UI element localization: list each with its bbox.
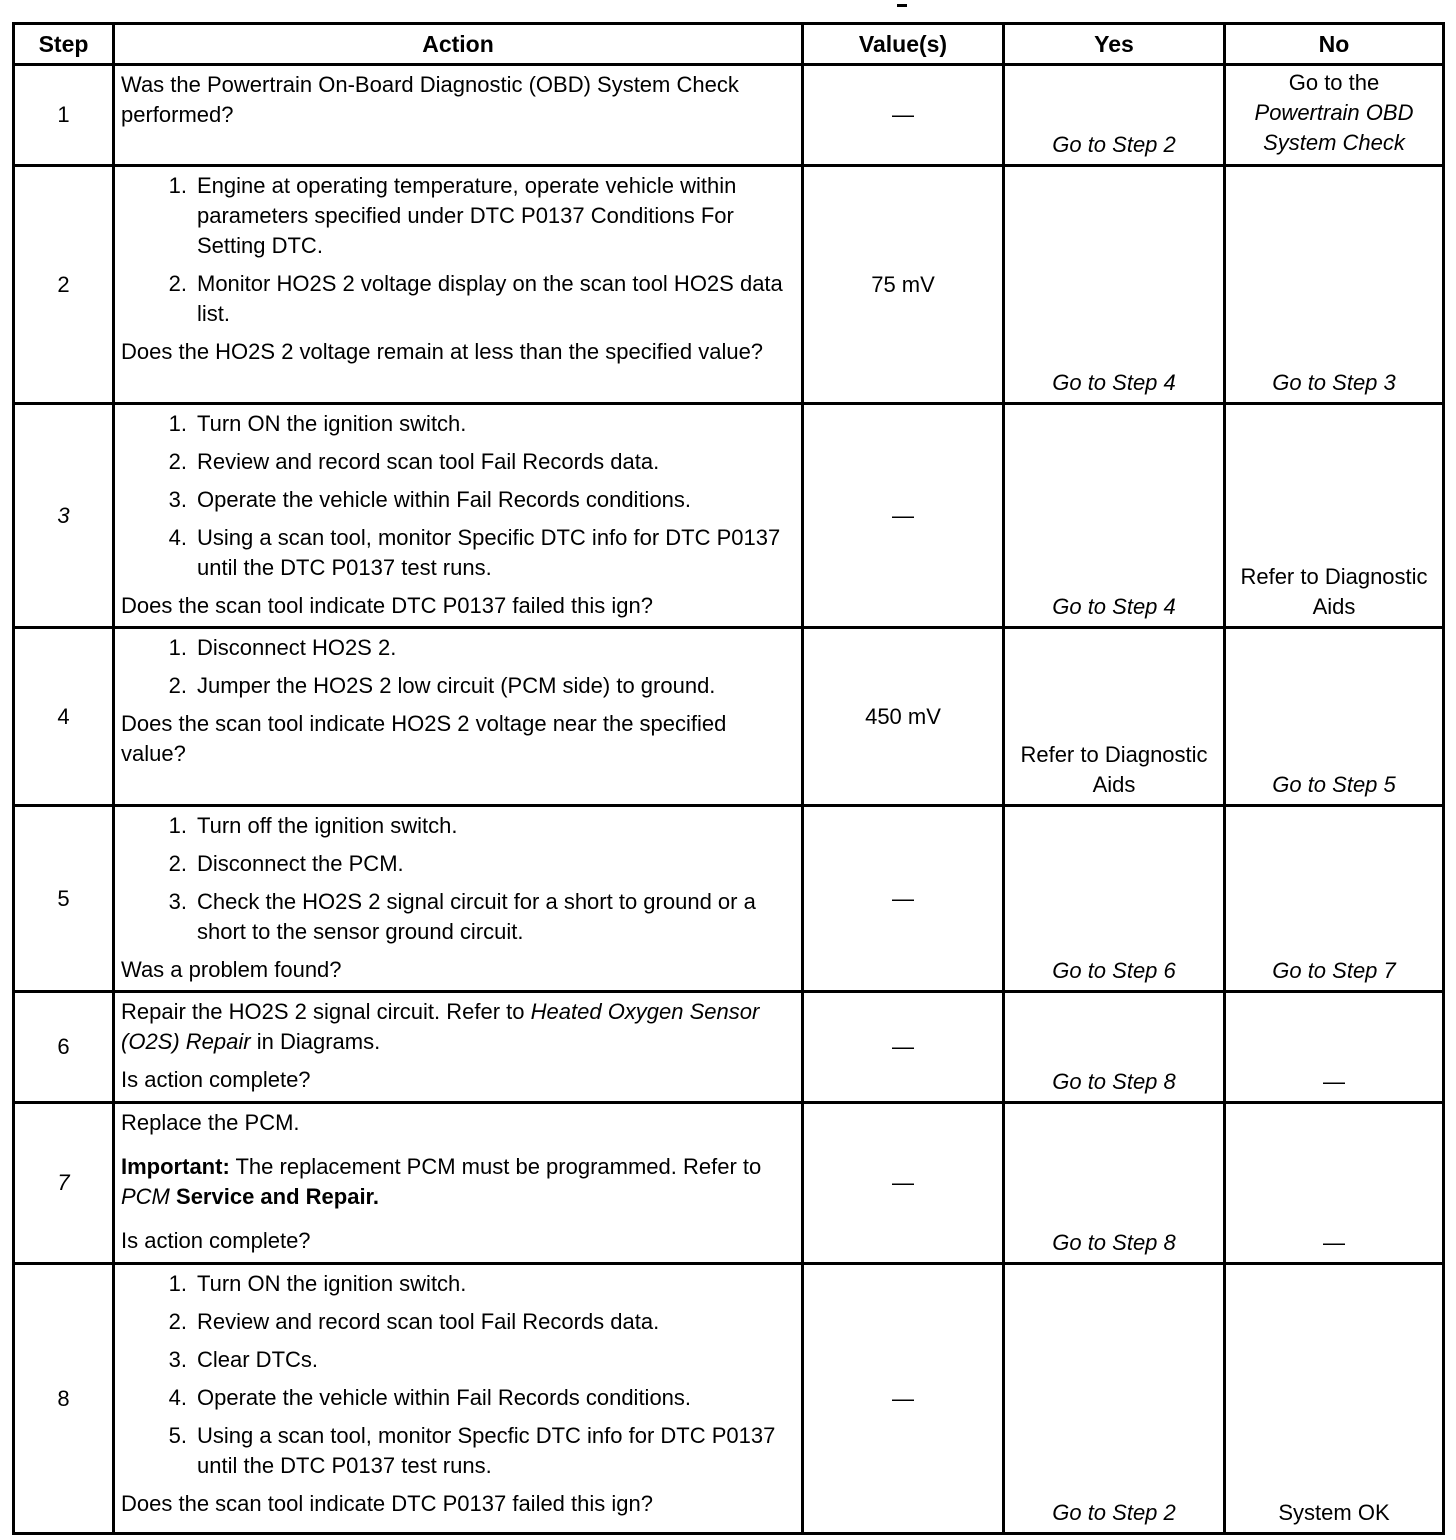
no-cell: Go to Step 5	[1225, 628, 1444, 806]
action-cell	[114, 806, 803, 992]
action-steps	[121, 633, 795, 701]
list-item: 2. Review and record scan tool Fail Records data.	[168, 449, 660, 474]
value-cell: —	[803, 1103, 1004, 1264]
action-cell	[114, 1103, 803, 1264]
table-row	[14, 628, 1444, 806]
value-cell: 75 mV	[803, 166, 1004, 404]
action-cell	[114, 992, 803, 1103]
step-number: 2	[14, 166, 114, 404]
step-number: 4	[14, 628, 114, 806]
step-number: 1	[14, 65, 114, 166]
yes-cell: Go to Step 2	[1004, 1264, 1225, 1534]
step-number: 3	[14, 404, 114, 628]
action-cell	[114, 1264, 803, 1534]
action-cell	[114, 404, 803, 628]
no-cell: Refer to Diagnostic Aids	[1225, 404, 1444, 628]
action-question: Does the scan tool indicate DTC P0137 failed this ign?	[121, 1491, 653, 1516]
value-cell: —	[803, 404, 1004, 628]
header-row	[14, 24, 1444, 65]
list-item: 4. Operate the vehicle within Fail Records conditions.	[168, 1385, 692, 1410]
action-question: Does the HO2S 2 voltage remain at less than the specified value?	[121, 339, 764, 364]
no-cell: Go to Step 7	[1225, 806, 1444, 992]
reference-link: Heated Oxygen Sensor (O2S) Repair	[121, 999, 760, 1054]
header-values: Value(s)	[803, 24, 1004, 65]
header-no: No	[1225, 24, 1444, 65]
no-prefix: Go to the	[1288, 70, 1380, 95]
table-row	[14, 65, 1444, 166]
value-cell: —	[803, 806, 1004, 992]
step-number: 5	[14, 806, 114, 992]
diagnostic-table	[12, 22, 1445, 1535]
list-item: 3. Check the HO2S 2 signal circuit for a short to ground or a short to the sensor ground circuit.	[168, 889, 756, 944]
yes-cell: Go to Step 8	[1004, 992, 1225, 1103]
no-cell: System OK	[1225, 1264, 1444, 1534]
reference-link: PCM	[121, 1184, 170, 1209]
list-item: 1. Engine at operating temperature, operate vehicle within parameters specified under DTC P0137 Conditions For Setting DTC.	[168, 173, 737, 258]
header-step: Step	[14, 24, 114, 65]
action-question: Was a problem found?	[121, 957, 342, 982]
action-steps	[121, 171, 795, 329]
list-item: 1. Disconnect HO2S 2.	[168, 635, 397, 660]
list-item: 2. Review and record scan tool Fail Records data.	[168, 1309, 660, 1334]
yes-cell: Refer to Diagnostic Aids	[1004, 628, 1225, 806]
action-question: Was the Powertrain On-Board Diagnostic (OBD) System Check performed?	[121, 72, 739, 127]
list-item: 4. Using a scan tool, monitor Specific DTC info for DTC P0137 until the DTC P0137 test runs.	[168, 525, 781, 580]
action-question: Is action complete?	[121, 1228, 311, 1253]
action-question: Does the scan tool indicate HO2S 2 voltage near the specified value?	[121, 711, 727, 766]
value-cell: —	[803, 992, 1004, 1103]
table-row	[14, 992, 1444, 1103]
action-steps	[121, 409, 795, 583]
list-item: 1. Turn ON the ignition switch.	[168, 411, 467, 436]
table-row	[14, 166, 1444, 404]
no-reference: Powertrain OBD System Check	[1254, 100, 1414, 155]
action-question: Is action complete?	[121, 1067, 311, 1092]
top-tick-mark	[897, 4, 907, 7]
step-number: 6	[14, 992, 114, 1103]
action-steps	[121, 811, 795, 947]
list-item: 2. Jumper the HO2S 2 low circuit (PCM side) to ground.	[168, 673, 716, 698]
yes-cell: Go to Step 6	[1004, 806, 1225, 992]
action-question: Does the scan tool indicate DTC P0137 failed this ign?	[121, 593, 653, 618]
header-yes: Yes	[1004, 24, 1225, 65]
table-row	[14, 1264, 1444, 1534]
list-item: 1. Turn ON the ignition switch.	[168, 1271, 467, 1296]
yes-cell: Go to Step 8	[1004, 1103, 1225, 1264]
no-cell	[1225, 65, 1444, 166]
table-row	[14, 404, 1444, 628]
important-note: Important: The replacement PCM must be programmed. Refer to PCM Service and Repair.	[121, 1154, 762, 1209]
action-instruction: Replace the PCM.	[121, 1110, 300, 1135]
no-cell: Go to Step 3	[1225, 166, 1444, 404]
important-label: Important:	[121, 1154, 230, 1179]
action-steps	[121, 1269, 795, 1481]
yes-cell: Go to Step 2	[1004, 65, 1225, 166]
step-number: 8	[14, 1264, 114, 1534]
list-item: 2. Disconnect the PCM.	[168, 851, 404, 876]
table-row	[14, 806, 1444, 992]
yes-cell: Go to Step 4	[1004, 166, 1225, 404]
value-cell: —	[803, 1264, 1004, 1534]
list-item: 5. Using a scan tool, monitor Specfic DTC info for DTC P0137 until the DTC P0137 test runs.	[168, 1423, 776, 1478]
list-item: 1. Turn off the ignition switch.	[168, 813, 458, 838]
yes-cell: Go to Step 4	[1004, 404, 1225, 628]
step-number: 7	[14, 1103, 114, 1264]
action-cell	[114, 166, 803, 404]
list-item: 2. Monitor HO2S 2 voltage display on the scan tool HO2S data list.	[168, 271, 783, 326]
list-item: 3. Operate the vehicle within Fail Records conditions.	[168, 487, 692, 512]
table-row	[14, 1103, 1444, 1264]
no-cell: —	[1225, 992, 1444, 1103]
action-cell	[114, 65, 803, 166]
value-cell: —	[803, 65, 1004, 166]
no-cell: —	[1225, 1103, 1444, 1264]
action-cell	[114, 628, 803, 806]
list-item: 3. Clear DTCs.	[168, 1347, 319, 1372]
value-cell: 450 mV	[803, 628, 1004, 806]
header-action: Action	[114, 24, 803, 65]
action-instruction: Repair the HO2S 2 signal circuit. Refer to Heated Oxygen Sensor (O2S) Repair in Diagrams.	[121, 999, 760, 1054]
